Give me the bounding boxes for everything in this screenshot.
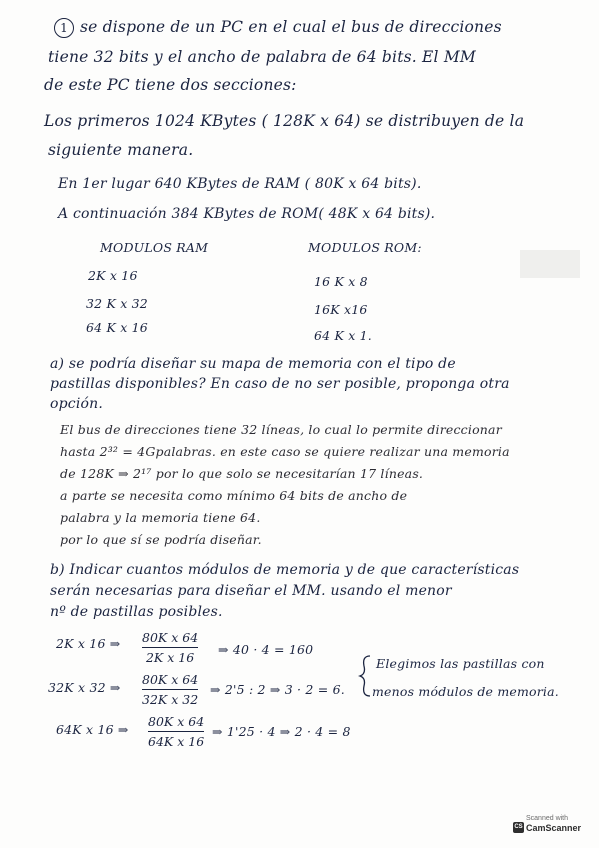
scanner-watermark [507,810,587,838]
calc-result: ⇒ 2'5 : 2 ⇒ 3 · 2 = 6. [210,682,345,697]
fraction-denominator: 2K x 16 [145,650,195,666]
calc-result: ⇒ 40 · 4 = 160 [218,642,314,657]
answer-a-line-1: El bus de direcciones tiene 32 líneas, lo cual lo permite direccionar [60,422,502,437]
problem-number: 1 [54,18,74,38]
calc-fraction [142,672,198,707]
fraction-bar [142,689,198,690]
statement-line-4: Los primeros 1024 KBytes ( 128K x 64) se distribuyen de la [44,112,525,130]
calc-left: 64K x 16 ⇒ [56,722,129,737]
answer-a-line-6: por lo que sí se podría diseñar. [60,532,262,547]
statement-line-2: tiene 32 bits y el ancho de palabra de 64 bits. El MM [48,48,476,66]
fraction-denominator: 32K x 32 [142,692,199,708]
rom-module: 64 K x 1. [314,328,372,343]
question-a-line-2: pastillas disponibles? En caso de no ser posible, proponga otra [50,376,510,392]
fraction-numerator: 80K x 64 [142,630,199,645]
calc-fraction [148,714,204,749]
answer-a-line-4: a parte se necesita como mínimo 64 bits de ancho de [60,488,408,503]
statement-line-7: A continuación 384 KBytes de ROM( 48K x 64 bits). [58,206,436,222]
answer-a-line-3: de 128K ⇒ 2¹⁷ por lo que solo se necesitarían 17 líneas. [60,466,424,481]
rom-module: 16 K x 8 [314,274,368,289]
fraction-denominator: 64K x 16 [148,734,205,750]
calc-result: ⇒ 1'25 · 4 ⇒ 2 · 4 = 8 [212,724,351,739]
ram-module: 2K x 16 [88,268,138,283]
conclusion-line-1: Elegimos las pastillas con [376,656,545,671]
statement-line-5: siguiente manera. [48,141,194,159]
calc-left: 32K x 32 ⇒ [48,680,121,695]
ram-module: 64 K x 16 [86,320,148,335]
statement-line-3: de este PC tiene dos secciones: [44,76,297,94]
answer-a-line-2: hasta 2³² = 4Gpalabras. en este caso se quiere realizar una memoria [60,444,510,459]
calc-fraction [142,630,198,665]
conclusion-line-2: menos módulos de memoria. [372,684,559,699]
question-a-line-1: a) se podría diseñar su mapa de memoria con el tipo de [50,356,456,372]
fraction-bar [148,731,204,732]
calc-left: 2K x 16 ⇒ [56,636,121,651]
rom-module: 16K x16 [314,302,368,317]
scan-shadow [520,250,580,278]
rom-header: MODULOS ROM: [308,240,422,255]
question-a-line-3: opción. [50,396,104,412]
fraction-numerator: 80K x 64 [148,714,205,729]
fraction-numerator: 80K x 64 [142,672,199,687]
question-b-line-2: serán necesarias para diseñar el MM. usando el menor [50,583,452,599]
question-b-line-1: b) Indicar cuantos módulos de memoria y de que características [50,562,520,578]
answer-a-line-5: palabra y la memoria tiene 64. [60,510,261,525]
fraction-bar [142,647,198,648]
scanner-line-2: CamScanner [525,822,582,833]
ram-module: 32 K x 32 [86,296,148,311]
statement-line-1: 1 se dispone de un PC en el cual el bus de direcciones [54,18,502,38]
scanner-line-1: Scanned with [525,815,569,822]
statement-line-6: En 1er lugar 640 KBytes de RAM ( 80K x 64 bits). [58,176,422,192]
ram-header: MODULOS RAM [100,240,209,255]
question-b-line-3: nº de pastillas posibles. [50,604,223,620]
camscanner-logo-icon: CS [513,822,524,833]
